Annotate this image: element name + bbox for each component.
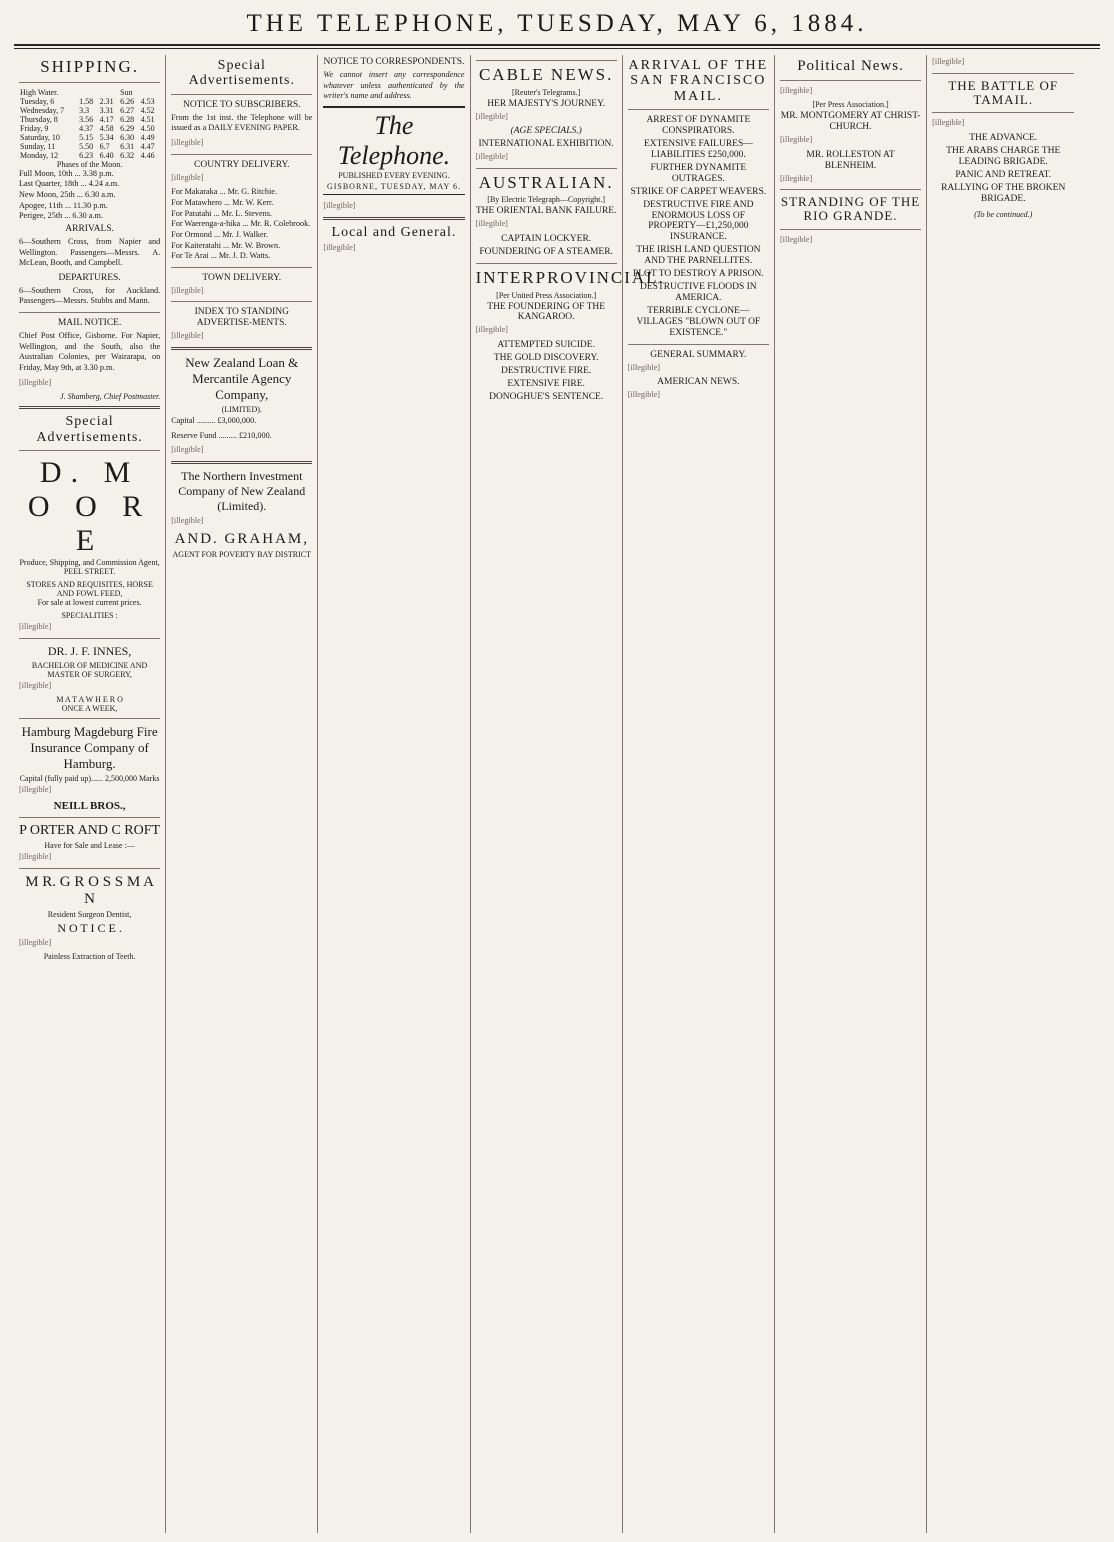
steamer-heading: FOUNDERING OF A STEAMER. xyxy=(479,246,613,257)
column-5 xyxy=(623,55,775,1533)
subscribers-body: [illegible] xyxy=(171,138,204,148)
tide-day: Thursday, 8 xyxy=(20,114,58,124)
tide-am: 1.58 xyxy=(79,96,94,106)
shipping-heading: SHIPPING. xyxy=(40,57,139,76)
innes-ad-body: [illegible] xyxy=(19,680,52,690)
sun-rise: 6.32 xyxy=(120,150,135,160)
divider xyxy=(628,344,769,345)
specialities-body: [illegible] xyxy=(19,622,52,632)
country-delivery-heading: COUNTRY DELIVERY. xyxy=(194,159,290,170)
correspondents-text: We cannot insert any correspondence whatever unless authenticated by the writer's name and address. xyxy=(323,69,465,101)
sun-label: Sun xyxy=(120,87,133,97)
tide-day: Tuesday, 6 xyxy=(20,96,55,106)
sun-rise: 6.26 xyxy=(120,96,135,106)
bank-failure-heading: THE ORIENTAL BANK FAILURE. xyxy=(475,206,617,217)
suicide-heading: ATTEMPTED SUICIDE. xyxy=(497,340,595,351)
sun-rise: 6.29 xyxy=(120,123,135,133)
montgomery-body: [illegible] xyxy=(779,135,813,144)
gold-heading: THE GOLD DISCOVERY. xyxy=(493,352,599,363)
agent-line: For Makaraka ... Mr. G. Ritchie. xyxy=(171,187,277,197)
innes-ad-title: BACHELOR OF MEDICINE AND MASTER OF SURGERY, xyxy=(31,660,148,679)
index-heading: INDEX TO STANDING ADVERTISE-MENTS. xyxy=(194,307,289,329)
exhibition-heading: INTERNATIONAL EXHIBITION. xyxy=(478,139,614,150)
rio-grande-body: [illegible] xyxy=(779,234,813,244)
divider xyxy=(628,109,769,110)
sun-set: 4.52 xyxy=(140,105,155,115)
once-week-line: ONCE A WEEK, xyxy=(61,704,118,714)
moon-phase: New Moon, 25th ... 6.30 a.m. xyxy=(19,190,116,199)
bank-failure-body: [illegible] xyxy=(475,219,508,229)
divider xyxy=(780,189,921,190)
specialities-heading: SPECIALITIES : xyxy=(61,611,118,621)
kangaroo-heading: THE FOUNDERING OF THE KANGAROO. xyxy=(487,301,606,323)
rallying-subheading: RALLYING OF THE BROKEN BRIGADE. xyxy=(941,182,1066,204)
to-be-continued: (To be continued.) xyxy=(974,210,1033,220)
hamburg-ad-capital: Capital (fully paid up)...... 2,500,000 Marks xyxy=(19,774,160,784)
divider xyxy=(171,267,312,268)
mail-notice-text: Chief Post Office, Gisborne. For Napier, Wellington, and the South, also the Australian Colonies, per Wairarapa, on Friday, May 9th, at 3.30 p.m. xyxy=(19,331,161,372)
exhibition-body: [illegible] xyxy=(475,152,508,162)
sun-set: 4.47 xyxy=(140,141,155,151)
index-list: [illegible] xyxy=(171,331,204,341)
special-ads-heading: Special Advertisements. xyxy=(36,414,143,445)
headline: DESTRUCTIVE FLOODS IN AMERICA. xyxy=(640,282,757,303)
graham-heading: AND. GRAHAM, xyxy=(174,530,309,547)
montgomery-heading: MR. MONTGOMERY AT CHRIST-CHURCH. xyxy=(780,111,921,133)
reuters-credit: [Reuter's Telegrams.] xyxy=(512,87,581,97)
table-row xyxy=(19,124,160,133)
tamail-body: [illegible] xyxy=(932,118,965,128)
nz-loan-reserve: Reserve Fund ......... £210,000. xyxy=(171,430,272,440)
nz-loan-heading: New Zealand Loan & Mercantile Agency Company, xyxy=(185,354,299,402)
moon-heading: Phases of the Moon. xyxy=(56,159,123,169)
general-summary-body: [illegible] xyxy=(627,362,661,372)
arrivals-heading: ARRIVALS. xyxy=(65,223,114,234)
correspondents-heading: NOTICE TO CORRESPONDENTS. xyxy=(323,57,465,67)
divider xyxy=(19,312,160,313)
headline: ARREST OF DYNAMITE CONSPIRATORS. xyxy=(646,115,751,137)
tide-pm: 4.58 xyxy=(99,123,114,133)
dmore-ad-stores: STORES AND REQUISITES, HORSE AND FOWL FEED, xyxy=(26,580,153,599)
town-delivery-body: [illegible] xyxy=(171,285,204,295)
australian-heading: AUSTRALIAN. xyxy=(478,172,614,192)
tide-day: Friday, 9 xyxy=(20,123,49,133)
age-specials-heading: (AGE SPECIALS.) xyxy=(510,126,582,137)
sun-rise: 6.27 xyxy=(120,105,135,115)
headline: TERRIBLE CYCLONE—VILLAGES "BLOWN OUT OF EXISTENCE." xyxy=(636,305,761,338)
northern-investment-heading: The Northern Investment Company of New Zealand (Limited). xyxy=(178,468,306,513)
agent-line: For Matawhero ... Mr. W. Kerr. xyxy=(171,197,274,207)
tide-table xyxy=(19,88,160,160)
charge-subheading: THE ARABS CHARGE THE LEADING BRIGADE. xyxy=(946,145,1061,167)
divider xyxy=(19,817,160,818)
sun-set: 4.50 xyxy=(140,123,155,133)
tide-day: Monday, 12 xyxy=(20,150,59,160)
divider xyxy=(171,347,312,350)
headline: DESTRUCTIVE FIRE AND ENORMOUS LOSS OF PROPERTY—£1,250,000 INSURANCE. xyxy=(643,199,754,243)
newspaper-nameplate: The Telephone. xyxy=(323,106,464,171)
dmore-ad-sub: Produce, Shipping, and Commission Agent, PEEL STREET. xyxy=(19,558,160,577)
tide-am: 5.15 xyxy=(79,132,94,142)
editorial-body: [illegible] xyxy=(323,200,356,210)
divider xyxy=(476,60,617,61)
arrivals-text: 6—Southern Cross, from Napier and Wellington. Passengers—Messrs. A. McLean, Booth, and Campbell. xyxy=(19,236,161,268)
table-row xyxy=(19,133,160,142)
advance-subheading: THE ADVANCE. xyxy=(969,132,1038,143)
divider xyxy=(19,406,160,409)
table-row xyxy=(19,115,160,124)
table-row xyxy=(19,106,160,115)
journey-body: [illegible] xyxy=(475,111,508,121)
departures-heading: DEPARTURES. xyxy=(58,272,121,283)
electric-credit: [By Electric Telegraph—Copyright.] xyxy=(487,195,605,205)
agent-line: For Kaiteratahi ... Mr. W. Brown. xyxy=(171,240,281,250)
nz-loan-body: [illegible] xyxy=(171,445,204,455)
column-3 xyxy=(318,55,470,1533)
column-7 xyxy=(927,55,1079,1533)
rolleston-heading: MR. ROLLESTON AT BLENHEIM. xyxy=(806,149,895,171)
divider xyxy=(19,82,160,83)
lockyer-heading: CAPTAIN LOCKYER. xyxy=(501,234,592,245)
porter-ad-sub: Have for Sale and Lease :— xyxy=(44,841,135,851)
headline: THE IRISH LAND QUESTION AND THE PARNELLITES. xyxy=(636,245,761,267)
columns xyxy=(14,55,1100,1533)
headline: FURTHER DYNAMITE OUTRAGES. xyxy=(650,162,747,184)
published-line: PUBLISHED EVERY EVENING. xyxy=(338,170,450,180)
sun-set: 4.49 xyxy=(140,132,155,142)
dmore-ad-sale: For sale at lowest current prices. xyxy=(37,598,142,608)
divider xyxy=(171,154,312,155)
column-2 xyxy=(166,55,318,1533)
tide-am: 4.37 xyxy=(79,123,94,133)
departures-text: 6—Southern Cross, for Auckland. Passengers—Messrs. Stubbs and Mann. xyxy=(19,285,161,306)
journey-heading: HER MAJESTY'S JOURNEY. xyxy=(487,98,606,109)
divider xyxy=(476,263,617,264)
dmore-ad-name: D. M O O R E xyxy=(27,456,152,558)
tide-day: Wednesday, 7 xyxy=(20,105,65,115)
innes-ad-name: DR. J. F. INNES, xyxy=(47,643,132,658)
nz-loan-limited: (LIMITED). xyxy=(221,404,262,414)
sun-set: 4.51 xyxy=(140,114,155,124)
special-ads-heading: Special Advertisements. xyxy=(188,58,295,89)
local-general-body: [illegible] xyxy=(323,242,356,252)
divider xyxy=(476,168,617,169)
grossman-ad-sub: Resident Surgeon Dentist, xyxy=(47,909,132,919)
mail-notice-body: [illegible] xyxy=(19,377,52,387)
agent-line: For Ormond ... Mr. J. Walker. xyxy=(171,229,268,239)
sun-rise: 6.30 xyxy=(120,132,135,142)
country-delivery-body: [illegible] xyxy=(171,172,204,182)
mail-notice-heading: MAIL NOTICE. xyxy=(57,318,122,329)
hamburg-ad-body: [illegible] xyxy=(19,785,52,795)
rio-grande-heading: STRANDING OF THE RIO GRANDE. xyxy=(780,194,921,224)
table-row xyxy=(19,142,160,151)
tide-day: Sunday, 11 xyxy=(20,141,56,151)
general-summary-heading: GENERAL SUMMARY. xyxy=(650,349,747,360)
divider xyxy=(171,461,312,464)
moon-phase: Apogee, 11th ... 11.30 p.m. xyxy=(19,200,108,210)
dateline: GISBORNE, TUESDAY, MAY 6. xyxy=(323,182,464,195)
tide-am: 5.50 xyxy=(79,141,94,151)
subscribers-heading: NOTICE TO SUBSCRIBERS. xyxy=(182,99,301,110)
moon-phase: Perigee, 25th ... 6.30 a.m. xyxy=(19,211,103,221)
tamail-heading: THE BATTLE OF TAMAIL. xyxy=(948,77,1059,107)
porter-ad-heading: P ORTER AND C ROFT xyxy=(19,823,161,839)
sun-rise: 6.31 xyxy=(120,141,135,151)
hamburg-ad-heading: Hamburg Magdeburg Fire Insurance Company of Hamburg. xyxy=(21,724,158,772)
divider xyxy=(171,301,312,302)
agent-line: For Patutahi ... Mr. L. Stevens. xyxy=(171,208,272,218)
divider xyxy=(932,73,1074,74)
subscribers-text: From the 1st inst. the Telephone will be issued as a DAILY EVENING PAPER. xyxy=(171,112,313,133)
divider xyxy=(19,638,160,639)
destructive-fire-heading: DESTRUCTIVE FIRE. xyxy=(501,365,592,376)
column-6 xyxy=(775,55,927,1533)
divider xyxy=(19,868,160,869)
sun-set: 4.53 xyxy=(140,96,155,106)
divider xyxy=(780,229,921,230)
column-1 xyxy=(14,55,166,1533)
divider xyxy=(780,80,921,81)
kangaroo-body: [illegible] xyxy=(475,325,508,335)
panic-subheading: PANIC AND RETREAT. xyxy=(955,169,1052,180)
notice-heading: N O T I C E . xyxy=(57,920,122,935)
table-row xyxy=(19,151,160,160)
town-delivery-heading: TOWN DELIVERY. xyxy=(202,272,282,283)
tide-pm: 6.7 xyxy=(99,141,110,151)
interprovincial-heading: INTERPROVINCIAL. xyxy=(475,267,665,287)
press-association-credit: [Per Press Association.] xyxy=(812,100,889,110)
headline: PLOT TO DESTROY A PRISON. xyxy=(632,269,764,280)
masthead-rule xyxy=(14,48,1100,49)
sun-set: 4.46 xyxy=(140,150,155,160)
matawhero-line: M A T A W H E R O xyxy=(56,695,123,705)
american-news-heading: AMERICAN NEWS. xyxy=(657,377,740,388)
cable-news-heading: CABLE NEWS. xyxy=(478,65,614,84)
sun-rise: 6.28 xyxy=(120,114,135,124)
porter-ad-body: [illegible] xyxy=(19,852,52,862)
tide-pm: 3.31 xyxy=(99,105,114,115)
local-general-heading: Local and General. xyxy=(331,224,457,240)
rolleston-body: [illegible] xyxy=(779,173,813,183)
agent-line: For Waerenga-a-hika ... Mr. R. Colebrook. xyxy=(171,219,311,229)
painless-extraction: Painless Extraction of Teeth. xyxy=(43,952,136,962)
divider xyxy=(932,112,1074,113)
tide-day: Saturday, 10 xyxy=(20,132,60,142)
table-row xyxy=(19,97,160,106)
tide-am: 3.3 xyxy=(79,105,90,115)
nz-loan-capital: Capital ......... £3,000,000. xyxy=(171,415,257,425)
tide-pm: 4.17 xyxy=(99,114,114,124)
sf-mail-heading: ARRIVAL OF THE SAN FRANCISCO MAIL. xyxy=(628,58,769,104)
northern-investment-body: [illegible] xyxy=(171,515,204,525)
tide-label: High Water. xyxy=(20,87,59,97)
tide-am: 6.23 xyxy=(79,150,94,160)
agent-line: For Te Arai ... Mr. J. D. Watts. xyxy=(171,251,271,261)
divider xyxy=(19,450,160,451)
tide-am: 3.56 xyxy=(79,114,94,124)
press-association-credit: [Per United Press Association.] xyxy=(496,290,597,300)
political-news-heading: Political News. xyxy=(797,58,904,74)
grossman-ad-heading: M R. G R O S S M A N xyxy=(25,873,154,907)
notice-body: [illegible] xyxy=(19,937,52,947)
continued-body: [illegible] xyxy=(932,57,965,66)
american-news-body: [illegible] xyxy=(627,390,661,400)
divider xyxy=(171,94,312,95)
mail-notice-signature: J. Shamberg, Chief Postmaster. xyxy=(60,392,161,402)
headline: STRIKE OF CARPET WEAVERS. xyxy=(630,186,767,197)
masthead: THE TELEPHONE, TUESDAY, MAY 6, 1884. xyxy=(14,10,1100,46)
tide-pm: 5.34 xyxy=(99,132,114,142)
divider xyxy=(323,217,464,220)
political-news-body: [illegible] xyxy=(779,85,813,95)
tide-pm: 2.31 xyxy=(99,96,114,106)
headline: EXTENSIVE FAILURES—LIABILITIES £250,000. xyxy=(643,139,753,160)
moon-phase: Last Quarter, 18th ... 4.24 a.m. xyxy=(19,179,120,189)
neill-bros: NEILL BROS., xyxy=(53,800,126,813)
divider xyxy=(19,718,160,719)
extensive-fire-heading: EXTENSIVE FIRE. xyxy=(507,378,585,389)
moon-phase: Full Moon, 10th ... 3.38 p.m. xyxy=(19,168,114,178)
graham-sub: AGENT FOR POVERTY BAY DISTRICT xyxy=(172,549,312,559)
donoghue-heading: DONOGHUE'S SENTENCE. xyxy=(489,391,604,402)
tide-pm: 6.40 xyxy=(99,150,114,160)
column-4 xyxy=(471,55,665,1533)
